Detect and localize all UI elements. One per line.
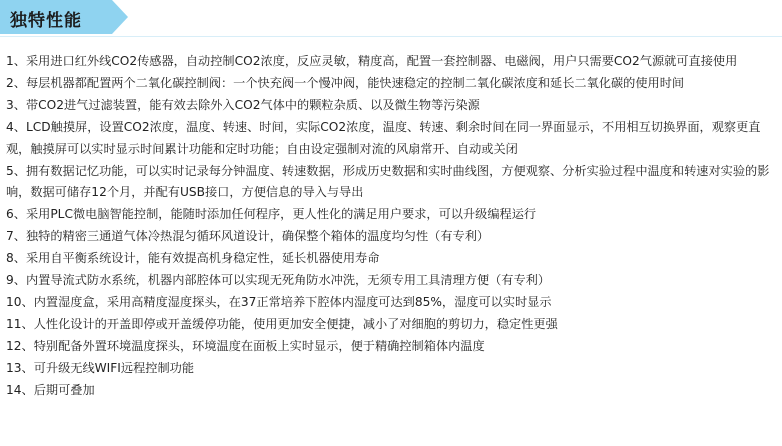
feature-item-14: 14、后期可叠加 — [6, 382, 95, 397]
feature-item-3: 3、带CO2进气过滤装置，能有效去除外入CO2气体中的颗粒杂质、以及微生物等污染源 — [6, 97, 480, 112]
feature-item-2: 2、每层机器都配置两个二氧化碳控制阀：一个快充阀一个慢冲阀，能快速稳定的控制二氧化碳浓度和延长二氧化碳的使用时间 — [6, 75, 685, 90]
feature-item-1: 1、采用进口红外线CO2传感器，自动控制CO2浓度，反应灵敏，精度高，配置一套控制器、电磁阀，用户只需要CO2气源就可直接使用 — [6, 54, 738, 68]
feature-item-12: 12、特别配备外置环境温度探头，环境温度在面板上实时显示，便于精确控制箱体内温度 — [6, 338, 485, 353]
feature-item-11: 11、人性化设计的开盖即停或开盖缓停功能，使用更加安全便捷，减小了对细胞的剪切力，稳定性更强 — [6, 316, 558, 331]
feature-item-10: 10、内置湿度盒，采用高精度湿度探头，在37正常培养下腔体内湿度可达到85%，湿度可以实时显示 — [6, 294, 552, 309]
header-divider — [0, 36, 782, 37]
section-header — [0, 0, 782, 38]
feature-item-4: 4、LCD触摸屏，设置CO2浓度，温度、转速、时间，实际CO2浓度，温度、转速、剩余时间在同一界面显示，不用相互切换界面，观察更直观，触摸屏可以实时显示时间累计功能和定时功能；自由设定强制对流的风扇常开、自动或关闭 — [6, 119, 761, 156]
feature-item-5: 5、拥有数据记忆功能，可以实时记录每分钟温度、转速数据，形成历史数据和实时曲线图，方便观察、分析实验过程中温度和转速对实验的影响，数据可储存12个月，并配有USB接口，方便信息的导入与导出 — [6, 163, 770, 200]
feature-item-7: 7、独特的精密三通道气体冷热混匀循环风道设计，确保整个箱体的温度均匀性（有专利） — [6, 229, 490, 244]
section-title: 独特性能 — [10, 11, 82, 31]
feature-list — [6, 51, 778, 402]
feature-item-13: 13、可升级无线WIFI远程控制功能 — [6, 360, 195, 375]
feature-item-9: 9、内置导流式防水系统，机器内部腔体可以实现无死角防水冲洗，无须专用工具清理方便（有专利） — [6, 273, 551, 288]
feature-item-6: 6、采用PLC微电脑智能控制，能随时添加任何程序，更人性化的满足用户要求，可以升级编程运行 — [6, 207, 537, 222]
feature-item-8: 8、采用自平衡系统设计，能有效提高机身稳定性，延长机器使用寿命 — [6, 251, 380, 266]
